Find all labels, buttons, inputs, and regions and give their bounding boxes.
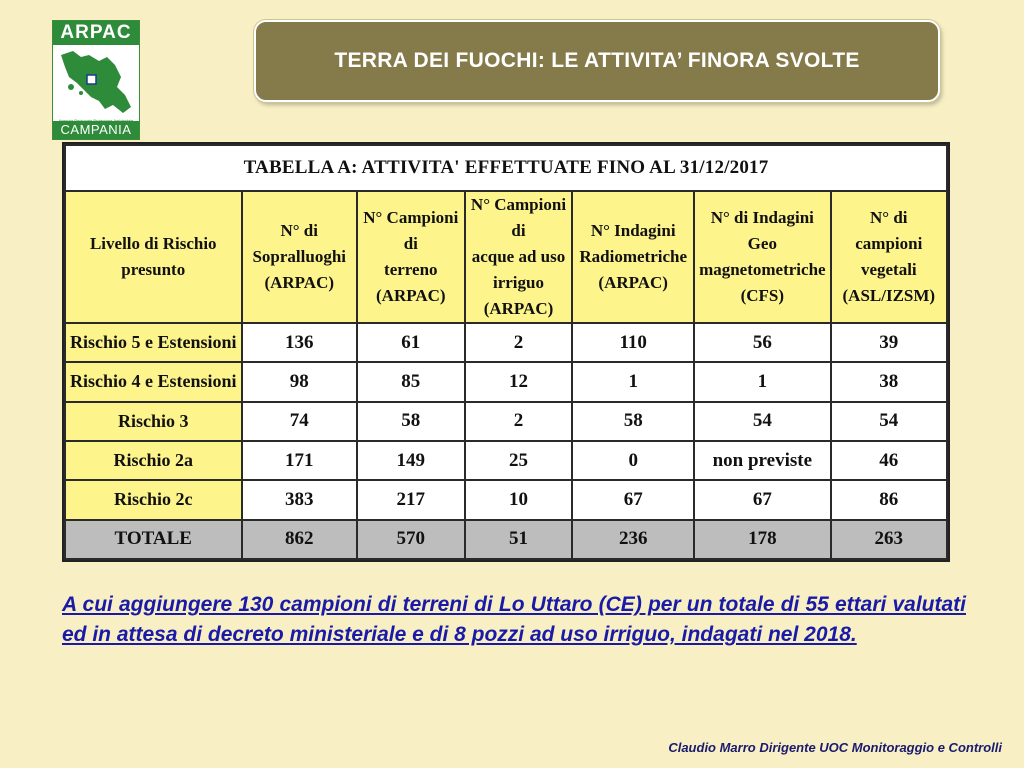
table-cell: 10: [465, 480, 573, 519]
table-cell: 56: [694, 323, 831, 362]
table-cell: 98: [242, 362, 357, 401]
total-label: TOTALE: [65, 520, 242, 559]
table-cell: 58: [357, 402, 465, 441]
table-cell: 2: [465, 323, 573, 362]
table-cell: 1: [694, 362, 831, 401]
total-row: [65, 520, 947, 559]
row-label: Rischio 5 e Estensioni: [65, 323, 242, 362]
table-cell: 2: [465, 402, 573, 441]
additional-note: A cui aggiungere 130 campioni di terreni di Lo Uttaro (CE) per un totale di 55 ettari valutati ed in attesa di decreto ministeriale e di 8 pozzi ad uso irriguo, indagati nel 2018.: [62, 593, 966, 646]
table-row: [65, 402, 947, 441]
table-cell: 54: [831, 402, 947, 441]
column-header: N° di Sopralluoghi (ARPAC): [242, 191, 357, 323]
activity-table: [64, 144, 948, 560]
table-cell: 25: [465, 441, 573, 480]
total-cell: 263: [831, 520, 947, 559]
table-cell: 383: [242, 480, 357, 519]
column-header: Livello di Rischio presunto: [65, 191, 242, 323]
arpac-logo: [52, 20, 140, 140]
logo-bottom-text: CAMPANIA: [53, 121, 139, 139]
total-cell: 862: [242, 520, 357, 559]
table-cell: 46: [831, 441, 947, 480]
table-cell: 67: [572, 480, 694, 519]
table-cell: 74: [242, 402, 357, 441]
table-cell: 136: [242, 323, 357, 362]
table-cell: 61: [357, 323, 465, 362]
table-cell: 86: [831, 480, 947, 519]
table-row: [65, 480, 947, 519]
table-cell: 67: [694, 480, 831, 519]
row-label: Rischio 2c: [65, 480, 242, 519]
table-cell: 1: [572, 362, 694, 401]
table-row: [65, 362, 947, 401]
table-row: [65, 323, 947, 362]
column-header: N° di campioni vegetali (ASL/IZSM): [831, 191, 947, 323]
campania-map-icon: [55, 47, 137, 117]
table-caption: TABELLA A: ATTIVITA' EFFETTUATE FINO AL 31/12/2017: [65, 145, 947, 191]
column-header: N° di Indagini Geo magnetometriche (CFS): [694, 191, 831, 323]
slide-title-box: [254, 20, 940, 102]
column-header: N° Campioni di terreno (ARPAC): [357, 191, 465, 323]
row-label: Rischio 2a: [65, 441, 242, 480]
table-cell: 54: [694, 402, 831, 441]
footer-author: Claudio Marro Dirigente UOC Monitoraggio e Controlli: [668, 740, 1002, 755]
table-cell: 39: [831, 323, 947, 362]
total-cell: 570: [357, 520, 465, 559]
row-label: Rischio 3: [65, 402, 242, 441]
total-cell: 178: [694, 520, 831, 559]
row-label: Rischio 4 e Estensioni: [65, 362, 242, 401]
slide-title: TERRA DEI FUOCHI: LE ATTIVITA’ FINORA SVOLTE: [334, 49, 860, 72]
table-cell: 217: [357, 480, 465, 519]
table-cell: 12: [465, 362, 573, 401]
table-cell: 149: [357, 441, 465, 480]
column-header: N° Campioni di acque ad uso irriguo (ARPAC): [465, 191, 573, 323]
table-cell: 38: [831, 362, 947, 401]
table-cell: 85: [357, 362, 465, 401]
activity-table-container: [62, 142, 950, 562]
table-cell: non previste: [694, 441, 831, 480]
total-cell: 236: [572, 520, 694, 559]
table-cell: 110: [572, 323, 694, 362]
table-cell: 171: [242, 441, 357, 480]
total-cell: 51: [465, 520, 573, 559]
table-row: [65, 441, 947, 480]
table-cell: 58: [572, 402, 694, 441]
table-cell: 0: [572, 441, 694, 480]
column-header: N° Indagini Radiometriche (ARPAC): [572, 191, 694, 323]
logo-top-text: ARPAC: [53, 21, 139, 45]
